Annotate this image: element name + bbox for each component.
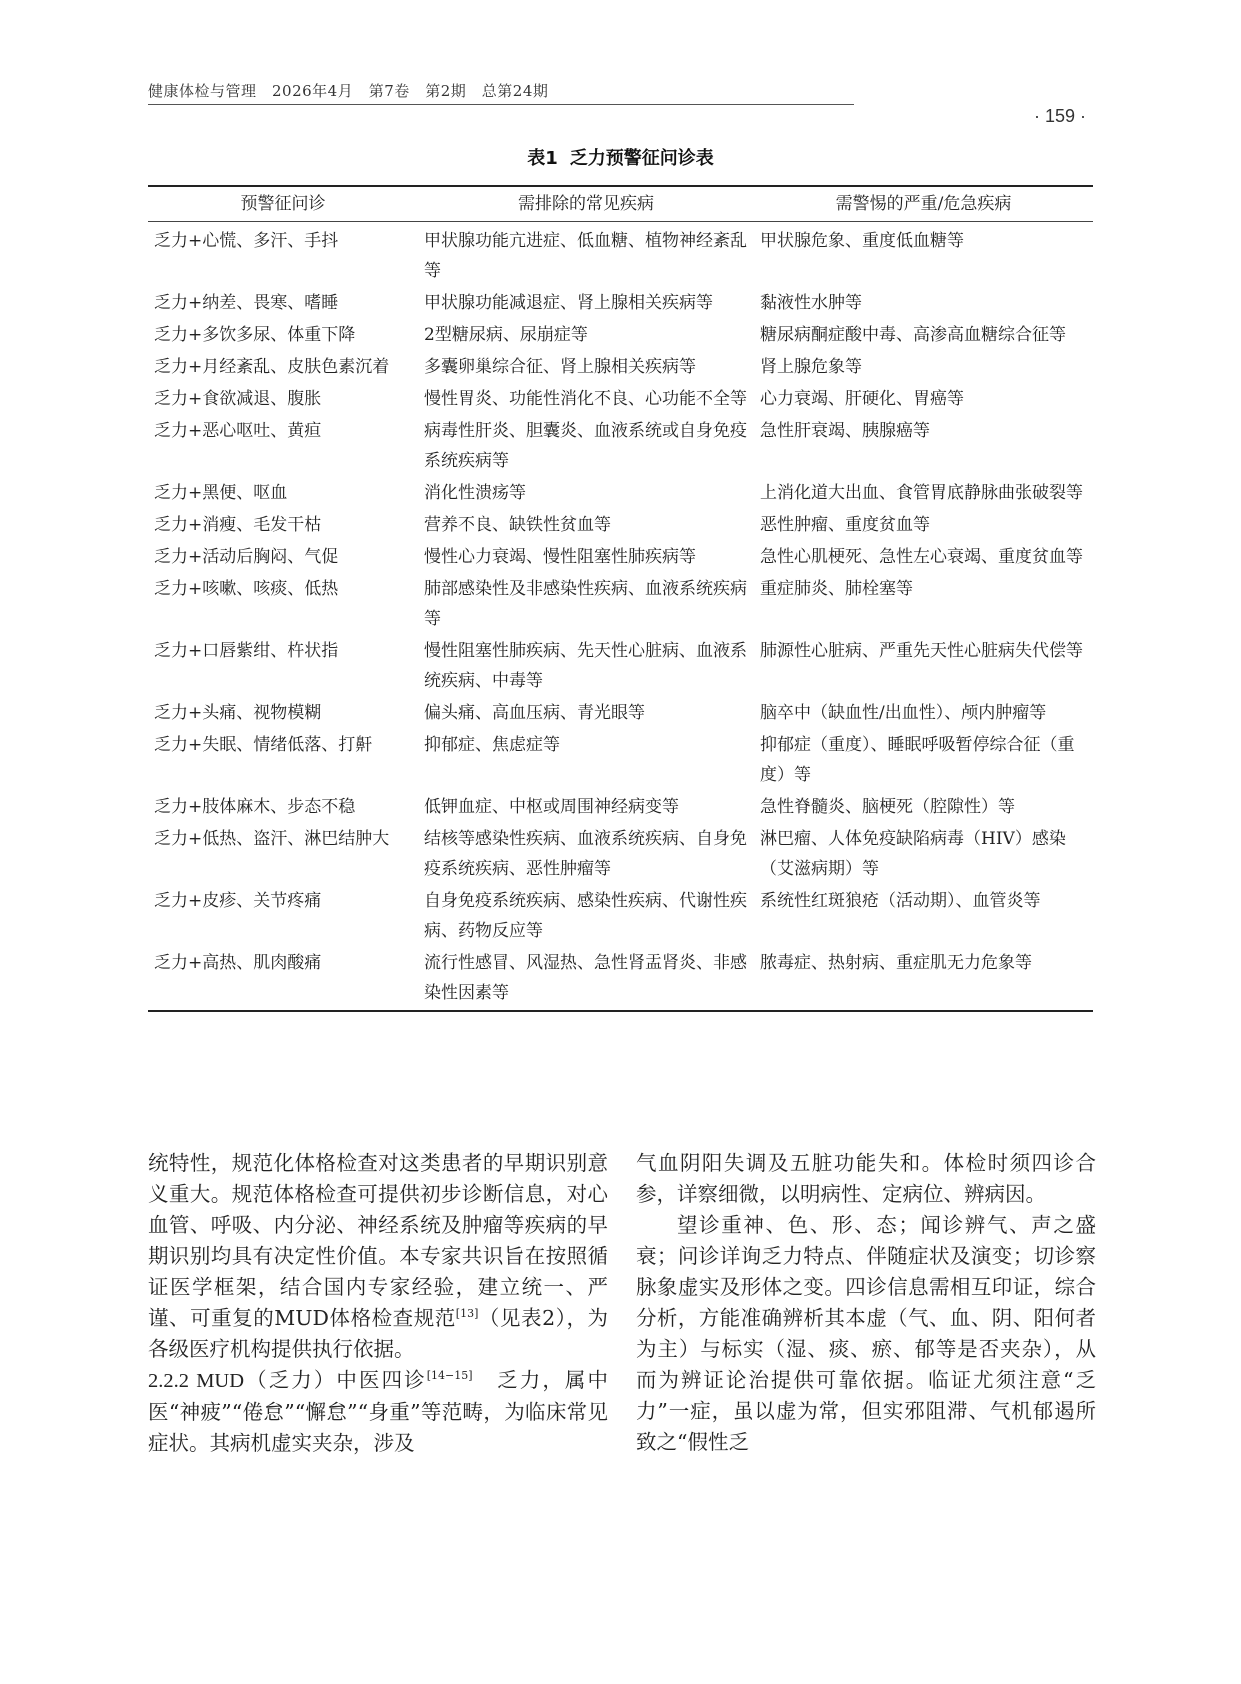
table-cell: 慢性阻塞性肺疾病、先天性心脏病、血液系统疾病、中毒等 [424,641,747,691]
table-cell: 黏液性水肿等 [760,293,862,313]
table-cell: 乏力+高热、肌肉酸痛 [148,947,418,1011]
table-cell: 结核等感染性疾病、血液系统疾病、自身免疫系统疾病、恶性肿瘤等 [424,829,747,879]
table-cell: 乏力+食欲减退、腹胀 [154,389,322,409]
table-cell: 慢性心力衰竭、慢性阻塞性肺疾病等 [424,547,696,567]
table-cell: 心力衰竭、肝硬化、胃癌等 [760,389,964,409]
table-cell: 乏力+低热、盗汗、淋巴结肿大 [154,829,390,849]
table-cell: 2型糖尿病、尿崩症等 [424,325,588,345]
table-row [148,415,1093,477]
table-cell: 甲状腺危象、重度低血糖等 [760,231,964,251]
table-row [148,947,1093,1011]
table-cell: 乏力+恶心呕吐、黄疸 [154,421,322,441]
body-paragraph: 望诊重神、色、形、态；闻诊辨气、声之盛衰；问诊详询乏力特点、伴随症状及演变；切诊察脉象虚实及形体之变。四诊信息需相互印证，综合分析，方能准确辨析其本虚（气、血、阴、阳何者为主）与标实（湿、痰、瘀、郁等是否夹杂），从而为辨证论治提供可靠依据。临证尤须注意“乏力”一症，虽以虚为常，但实邪阻滞、气机郁遏所致之“假性乏 [636,1213,1096,1454]
table-body [148,222,1093,1012]
table-cell: 营养不良、缺铁性贫血等 [424,515,611,535]
paragraph-text: 统特性，规范化体格检查对这类患者的早期识别意义重大。规范体格检查可提供初步诊断信息，对心血管、呼吸、内分泌、神经系统及肿瘤等疾病的早期识别均具有决定性价值。本专家共识旨在按照循证医学框架，结合国内专家经验，建立统一、严谨、可重复的MUD体格检查规范 [148,1151,608,1330]
table-cell: 乏力+纳差、畏寒、嗜睡 [154,293,339,313]
citation: [14−15] [426,1369,473,1383]
table-cell: 肾上腺危象等 [760,357,862,377]
table-header-row [148,186,1093,222]
table-cell: 病毒性肝炎、胆囊炎、血液系统或自身免疫系统疾病等 [424,421,747,471]
warning-sign-table [148,185,1093,1012]
table-cell: 急性心肌梗死、急性左心衰竭、重度贫血等 [760,547,1083,567]
table-cell: 乏力+肢体麻木、步态不稳 [154,797,356,817]
table-cell: 糖尿病酮症酸中毒、高渗高血糖综合征等 [760,325,1066,345]
table-title [0,144,1241,170]
paragraph-text: （见表2），为各级医疗机构提供执行依据。 [148,1306,609,1361]
body-left-column [148,1148,608,1459]
section-paragraph [148,1365,608,1459]
table-row [148,319,1093,351]
column-header: 需警惕的严重/危急疾病 [754,186,1093,222]
section-heading: 2.2.2 MUD（乏力）中医四诊 [148,1370,427,1392]
table-cell: 乏力+黑便、呕血 [154,483,288,503]
table-cell: 抑郁症（重度）、睡眠呼吸暂停综合征（重度）等 [760,735,1075,785]
journal-header: 健康体检与管理 2026年4月 第7卷 第2期 总第24期 [148,82,549,100]
table-cell: 流行性感冒、风湿热、急性肾盂肾炎、非感染性因素等 [418,947,754,1011]
table-cell: 急性肝衰竭、胰腺癌等 [760,421,930,441]
table-cell: 乏力+活动后胸闷、气促 [154,547,339,567]
column-header: 需排除的常见疾病 [418,186,754,222]
table-row [148,287,1093,319]
table-cell: 乏力+失眠、情绪低落、打鼾 [154,735,373,755]
table-cell: 乏力+口唇紫绀、杵状指 [154,641,339,661]
paragraph-text: 乏力，属中医“神疲”“倦怠”“懈怠”“身重”等范畴，为临床常见症状。其病机虚实夹杂，涉及 [148,1368,608,1455]
table-cell: 急性脊髓炎、脑梗死（腔隙性）等 [760,797,1015,817]
table-cell: 脓毒症、热射病、重症肌无力危象等 [754,947,1093,1011]
table-cell: 低钾血症、中枢或周围神经病变等 [424,797,679,817]
table-row [148,791,1093,823]
table-cell: 抑郁症、焦虑症等 [424,735,560,755]
page-number: · 159 · [1033,106,1086,126]
table-row [148,885,1093,947]
table-cell: 乏力+头痛、视物模糊 [154,703,322,723]
table-row [148,222,1093,288]
table-cell: 乏力+多饮多尿、体重下降 [154,325,356,345]
table-cell: 乏力+月经紊乱、皮肤色素沉着 [154,357,390,377]
table-row [148,509,1093,541]
table-cell: 上消化道大出血、食管胃底静脉曲张破裂等 [760,483,1083,503]
header-rule [148,104,854,105]
table-cell: 脑卒中（缺血性/出血性）、颅内肿瘤等 [760,703,1047,723]
table-cell: 乏力+消瘦、毛发干枯 [154,515,322,535]
table-cell: 多囊卵巢综合征、肾上腺相关疾病等 [424,357,696,377]
table-row [148,541,1093,573]
table-row [148,697,1093,729]
column-header: 预警征问诊 [148,186,418,222]
table-row [148,477,1093,509]
citation: [13] [455,1307,479,1321]
table-cell: 肺源性心脏病、严重先天性心脏病失代偿等 [760,641,1083,661]
body-right-column [636,1148,1096,1458]
table-row [148,729,1093,791]
table-cell: 消化性溃疡等 [424,483,526,503]
table-cell: 甲状腺功能减退症、肾上腺相关疾病等 [424,293,713,313]
table-cell: 甲状腺功能亢进症、低血糖、植物神经紊乱等 [424,231,747,281]
table-cell: 淋巴瘤、人体免疫缺陷病毒（HIV）感染（艾滋病期）等 [760,829,1066,879]
table-cell: 乏力+咳嗽、咳痰、低热 [154,579,339,599]
table-row [148,351,1093,383]
table-cell: 乏力+皮疹、关节疼痛 [154,891,322,911]
table-cell: 乏力+心慌、多汗、手抖 [154,231,339,251]
table-row [148,823,1093,885]
table-row [148,383,1093,415]
table-cell: 恶性肿瘤、重度贫血等 [760,515,930,535]
body-paragraph: 气血阴阳失调及五脏功能失和。体检时须四诊合参，详察细微，以明病性、定病位、辨病因。 [636,1151,1096,1206]
table-cell: 慢性胃炎、功能性消化不良、心功能不全等 [424,389,747,409]
table-cell: 自身免疫系统疾病、感染性疾病、代谢性疾病、药物反应等 [424,891,747,941]
body-paragraph [148,1148,608,1365]
table-label: 表1 [527,148,558,169]
table-cell: 重症肺炎、肺栓塞等 [760,579,913,599]
table-cell: 肺部感染性及非感染性疾病、血液系统疾病等 [424,579,747,629]
table-title-text: 乏力预警征问诊表 [569,148,714,169]
table-row [148,573,1093,635]
table-row [148,635,1093,697]
table-cell: 偏头痛、高血压病、青光眼等 [424,703,645,723]
table-cell: 系统性红斑狼疮（活动期）、血管炎等 [760,891,1041,911]
